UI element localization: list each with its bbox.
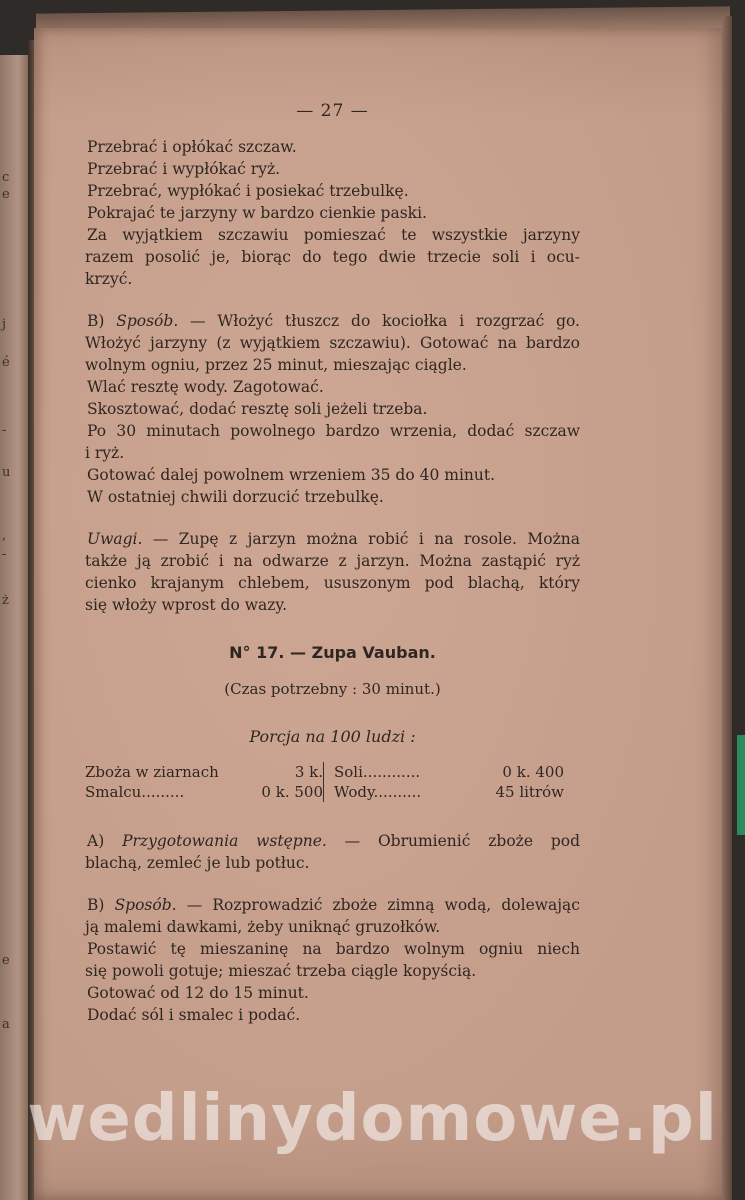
section-label-italic: Przygotowania wstępne. [122,832,327,850]
page-number: — 27 — [296,101,369,121]
recipe-portion: Porcja na 100 ludzi : [249,727,416,746]
text-line: Skosztować, dodać resztę soli jeżeli trzeba. [87,400,428,418]
text-line: Przebrać, wypłókać i posiekać trzebulkę. [87,182,409,200]
text-line: cienko krajanym chlebem, ususzonym pod blachą, który [85,574,580,592]
ingredient-name: Wody.......... [334,783,422,801]
margin-fragment: j [2,317,7,332]
text-line: krzyć. [85,270,133,288]
text-fragment: — Rozprowadzić zboże zimną wodą, dolewając [186,896,580,914]
ingredient-name: Zboża w ziarnach [85,763,219,781]
text-line: ją malemi dawkami, żeby uniknąć gruzołków. [85,918,441,936]
text-fragment: — Zupę z jarzyn można robić i na rosole. Można [152,530,580,548]
text-line: się włoży wprost do wazy. [85,596,288,614]
recipe-time: (Czas potrzebny : 30 minut.) [224,680,441,698]
text-line: blachą, zemleć je lub potłuc. [85,854,310,872]
text-line [85,894,580,916]
ingredient-quantity: 45 litrów [495,783,564,801]
section-label-italic: Uwagi. [87,530,143,548]
text-line: Dodać sól i smalec i podać. [87,1006,301,1024]
ingredient-row [85,782,323,802]
page-edge-right [722,16,732,1200]
text-line [85,830,580,852]
text-line: Przebrać i wypłókać ryż. [87,160,281,178]
ingredients-left-column [85,762,323,802]
text-line [85,310,580,332]
section-label: B) [87,896,105,914]
margin-fragment: , [2,528,7,543]
margin-fragment: ż [2,593,9,608]
recipe-title: N° 17. — Zupa Vauban. [229,643,436,662]
intro-paragraph [85,136,580,290]
ingredient-quantity: 0 k. 400 [502,763,564,781]
text-line: Pokrajać te jarzyny w bardzo cienkie paski. [87,204,427,222]
text-line: wolnym ogniu, przez 25 minut, mieszając ciągle. [85,356,467,374]
remarks-paragraph [85,528,580,616]
text-line: i ryż. [85,444,125,462]
text-line: się powoli gotuje; mieszać trzeba ciągle kopyścią. [85,962,477,980]
text-fragment: — Włożyć tłuszcz do kociołka i rozgrzać go. [190,312,580,330]
ingredients-table [85,762,580,802]
text-line: Postawić tę mieszaninę na bardzo wolnym ogniu niech [87,940,580,958]
text-line: Gotować od 12 do 15 minut. [87,984,309,1002]
left-page-edge [0,55,30,1200]
ingredient-quantity: 3 k. [294,763,323,781]
preparation-a-paragraph [85,830,580,874]
margin-fragment: e [2,187,10,202]
margin-fragment: é [2,355,10,370]
ingredient-row [85,762,323,782]
ingredient-quantity: 0 k. 500 [261,783,323,801]
margin-fragment: - [2,547,7,562]
method-b-paragraph [85,310,580,508]
section-label: B) [87,312,105,330]
text-line: Przebrać i opłókać szczaw. [87,138,297,156]
watermark: wedlinydomowe.pl [27,1082,718,1156]
section-label-italic: Sposób. [116,312,179,330]
margin-fragment: e [2,953,10,968]
ingredients-right-column [323,762,564,802]
margin-fragment: u [2,465,11,480]
margin-fragment: - [2,423,7,438]
text-fragment: — Obrumienić zboże pod [344,832,580,850]
text-line: razem posolić je, biorąc do tego dwie trzecie soli i ocu- [85,248,580,266]
bookmark-tab [737,735,745,835]
ingredient-name: Smalcu......... [85,783,185,801]
text-line: Po 30 minutach powolnego bardzo wrzenia, dodać szczaw [87,422,580,440]
ingredient-row [334,782,564,802]
text-line: Włożyć jarzyny (z wyjątkiem szczawiu). Gotować na bardzo [85,334,580,352]
text-line: także ją zrobić i na odwarze z jarzyn. Można zastąpić ryż [85,552,580,570]
method-b2-paragraph [85,894,580,1026]
section-label: A) [87,832,105,850]
margin-fragment: a [2,1017,10,1032]
text-line: W ostatniej chwili dorzucić trzebulkę. [87,488,384,506]
text-line: Wlać resztę wody. Zagotować. [87,378,324,396]
ingredient-row [334,762,564,782]
text-line: Gotować dalej powolnem wrzeniem 35 do 40 minut. [87,466,496,484]
margin-fragment: c [2,170,10,185]
section-label-italic: Sposób. [114,896,177,914]
ingredient-name: Soli............ [334,763,421,781]
text-line [85,528,580,550]
page-content [85,100,580,1026]
text-line: Za wyjątkiem szczawiu pomieszać te wszystkie jarzyny [87,226,580,244]
